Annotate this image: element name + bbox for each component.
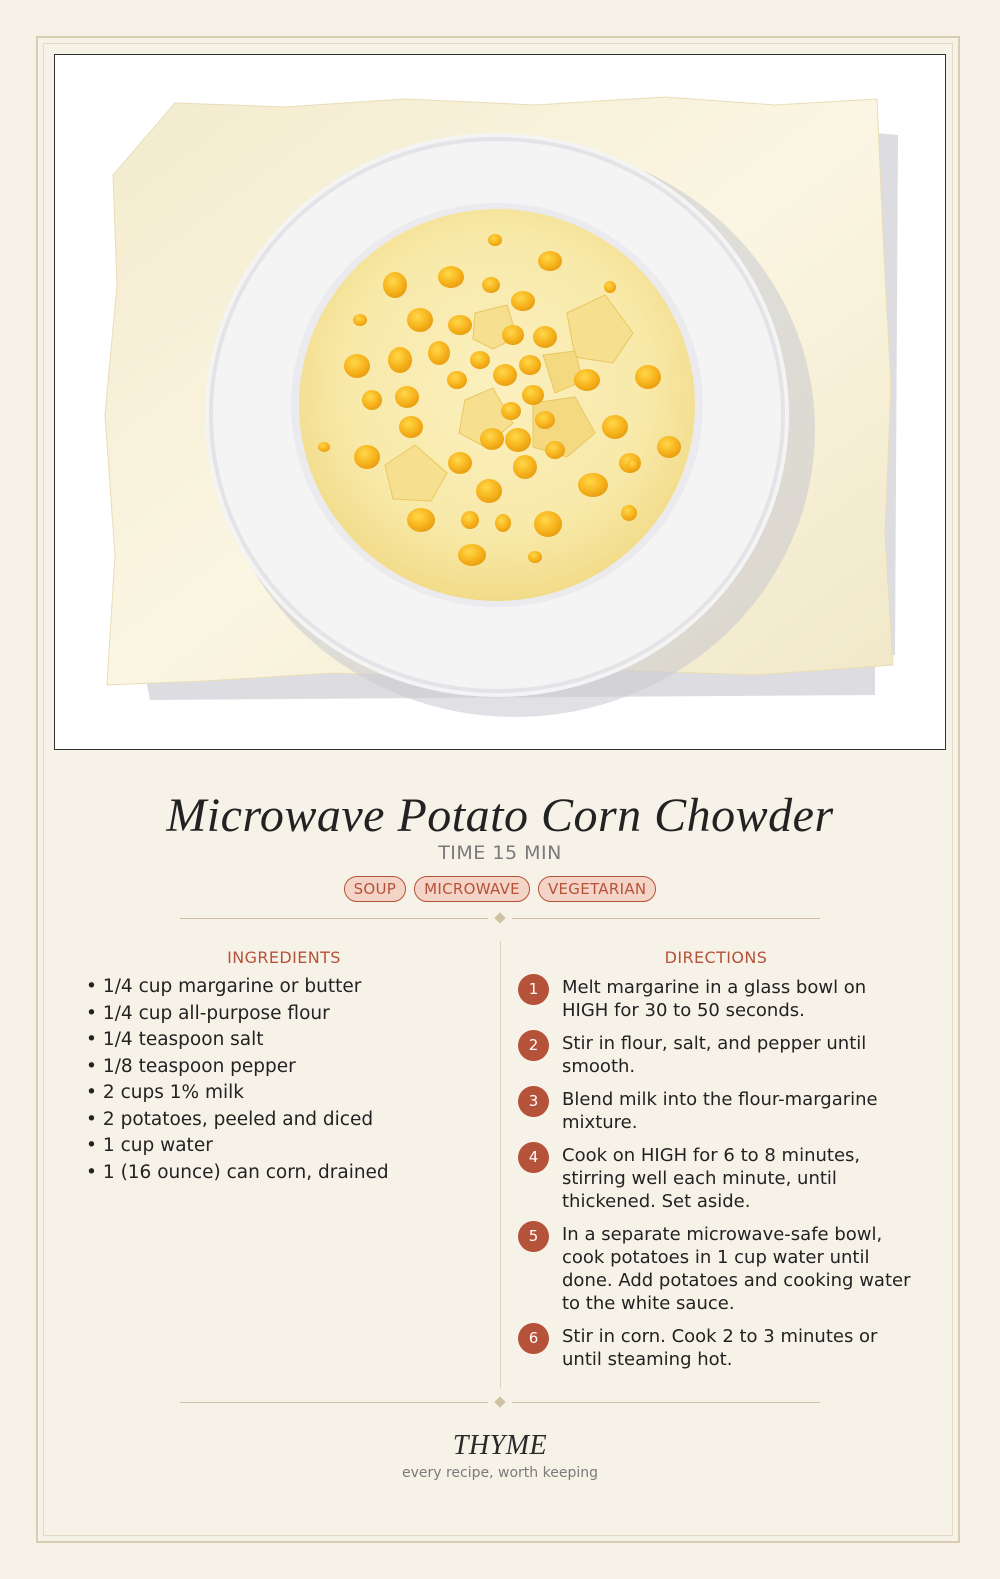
- chowder-illustration: [55, 55, 945, 749]
- bottom-divider: [180, 1397, 820, 1409]
- step-text: Stir in corn. Cook 2 to 3 minutes or until steaming hot.: [562, 1326, 878, 1370]
- ingredients-heading: INGREDIENTS: [227, 948, 341, 967]
- step-text: Cook on HIGH for 6 to 8 minutes, stirring well each minute, until thickened. Set aside.: [562, 1145, 861, 1212]
- tag-list: [0, 876, 1000, 902]
- step-number-badge: 2: [518, 1030, 549, 1061]
- recipe-photo: [54, 54, 946, 750]
- step-number-badge: 6: [518, 1323, 549, 1354]
- divider-line: [180, 918, 488, 919]
- brand-tagline: every recipe, worth keeping: [401, 1465, 598, 1481]
- direction-list: [518, 976, 918, 1381]
- divider-line: [180, 1402, 488, 1403]
- direction-step: [518, 1223, 918, 1315]
- ingredient-item: • 1/4 cup margarine or butter: [86, 974, 486, 1001]
- brand-logo: THYME: [452, 1430, 548, 1461]
- recipe-time: TIME 15 MIN: [438, 842, 562, 864]
- diamond-ornament-icon: [494, 912, 505, 923]
- recipe-title: Microwave Potato Corn Chowder: [166, 789, 834, 842]
- divider-line: [512, 918, 820, 919]
- step-text: In a separate microwave-safe bowl, cook potatoes in 1 cup water until done. Add potatoes and cooking water to the white sauce.: [562, 1224, 911, 1314]
- step-text: Stir in flour, salt, and pepper until smooth.: [562, 1033, 867, 1077]
- divider-line: [512, 1402, 820, 1403]
- direction-step: [518, 1032, 918, 1078]
- ingredient-item: • 1 (16 ounce) can corn, drained: [86, 1160, 486, 1187]
- ingredient-item: • 2 potatoes, peeled and diced: [86, 1107, 486, 1134]
- ingredient-item: • 2 cups 1% milk: [86, 1080, 486, 1107]
- step-text: Melt margarine in a glass bowl on HIGH for 30 to 50 seconds.: [562, 977, 867, 1021]
- ingredient-item: • 1/4 teaspoon salt: [86, 1027, 486, 1054]
- ingredient-item: • 1/8 teaspoon pepper: [86, 1054, 486, 1081]
- step-number-badge: 4: [518, 1142, 549, 1173]
- diamond-ornament-icon: [494, 1396, 505, 1407]
- top-divider: [180, 913, 820, 925]
- step-number-badge: 3: [518, 1086, 549, 1117]
- tag-microwave[interactable]: MICROWAVE: [414, 876, 530, 902]
- ingredient-item: • 1/4 cup all-purpose flour: [86, 1001, 486, 1028]
- step-number-badge: 5: [518, 1221, 549, 1252]
- direction-step: [518, 1325, 918, 1371]
- direction-step: [518, 1088, 918, 1134]
- step-number-badge: 1: [518, 974, 549, 1005]
- ingredient-item: • 1 cup water: [86, 1133, 486, 1160]
- directions-heading: DIRECTIONS: [664, 948, 768, 967]
- column-divider: [500, 941, 501, 1388]
- direction-step: [518, 976, 918, 1022]
- direction-step: [518, 1144, 918, 1213]
- tag-vegetarian[interactable]: VEGETARIAN: [538, 876, 656, 902]
- step-text: Blend milk into the flour-margarine mixture.: [562, 1089, 878, 1133]
- tag-soup[interactable]: SOUP: [344, 876, 407, 902]
- ingredient-list: [86, 974, 486, 1186]
